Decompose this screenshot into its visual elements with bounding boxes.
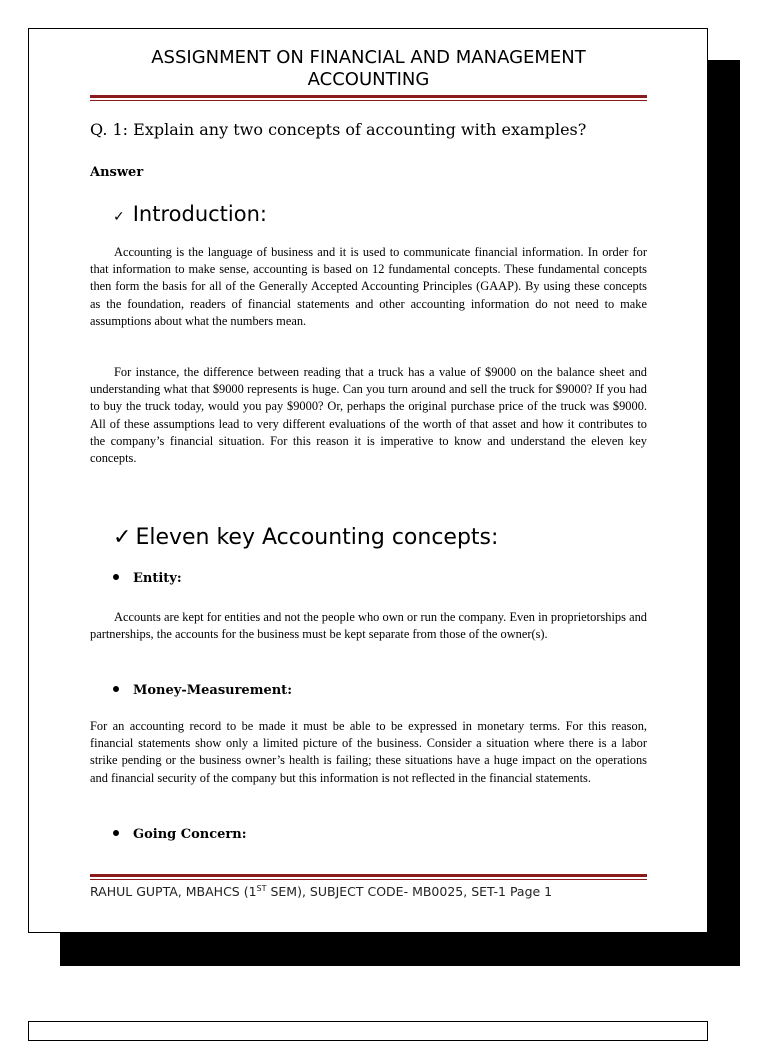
page-footer [90,884,647,899]
introduction-heading-text: Introduction: [132,202,267,226]
document-page [28,28,708,933]
footer-suffix: SEM), SUBJECT CODE- MB0025, SET-1 Page 1 [266,884,553,900]
concepts-heading-text: Eleven key Accounting concepts: [135,525,499,550]
footer-prefix: RAHUL GUPTA, MBAHCS (1 [90,884,257,900]
concept-text-entity: Accounts are kept for entities and not the people who own or run the company. Even in proprietorships and partnerships, the accounts for the business must be kept separate from those of the owner(s). [90,610,647,642]
concept-text-money-measurement: For an accounting record to be made it must be able to be expressed in monetary terms. For this reason, financial statements show only a limited picture of the business. Consider a situation where there is a labor strike pending or the business owner’s health is failing; these situations have a huge impact on the operations and financial security of the company but this information is not reflected in the financial statements. [90,719,647,785]
concept-bullet-money-measurement [113,683,292,698]
concept-name: Entity: [133,571,182,586]
bullet-icon [113,574,119,580]
intro-paragraph-2: For instance, the difference between reading that a truck has a value of $9000 on the balance sheet and understanding what that $9000 represents is huge. Can you turn around and sell the truck for $9000? If you had to buy the truck today, would you pay $9000? Or, perhaps the original purchase price of the truck was $9000. All of these assumptions lead to very different evaluations of the worth of that asset and how it contributes to the company’s financial situation. For this reason it is imperative to know and understand the eleven key concepts. [90,365,647,466]
introduction-heading [113,202,267,226]
next-page-edge [28,1021,708,1041]
document-title: ASSIGNMENT ON FINANCIAL AND MANAGEMENT ACCOUNTING [151,47,586,90]
footer-superscript: ST [256,884,267,893]
intro-paragraph-1: Accounting is the language of business and it is used to communicate financial information. In order for that information to make sense, accounting is based on 12 fundamental concepts. These fundamental concepts then form the basis for all of the Generally Accepted Accounting Principles (GAAP). By using these concepts as the foundation, readers of financial statements and other accounting information do not need to make assumptions about what the numbers mean. [90,245,647,328]
concept-name: Money-Measurement: [133,683,292,698]
concept-bullet-going-concern [113,827,247,842]
concept-bullet-entity [113,571,182,586]
check-icon: ✓ [113,209,125,225]
concept-name: Going Concern: [133,827,247,842]
check-icon: ✓ [113,525,132,550]
bullet-icon [113,686,119,692]
concepts-heading [113,525,498,550]
footer-rule [90,874,647,880]
answer-label: Answer [90,165,144,180]
question-heading: Q. 1: Explain any two concepts of accounting with examples? [90,120,587,139]
header-rule [90,95,647,101]
bullet-icon [113,830,119,836]
